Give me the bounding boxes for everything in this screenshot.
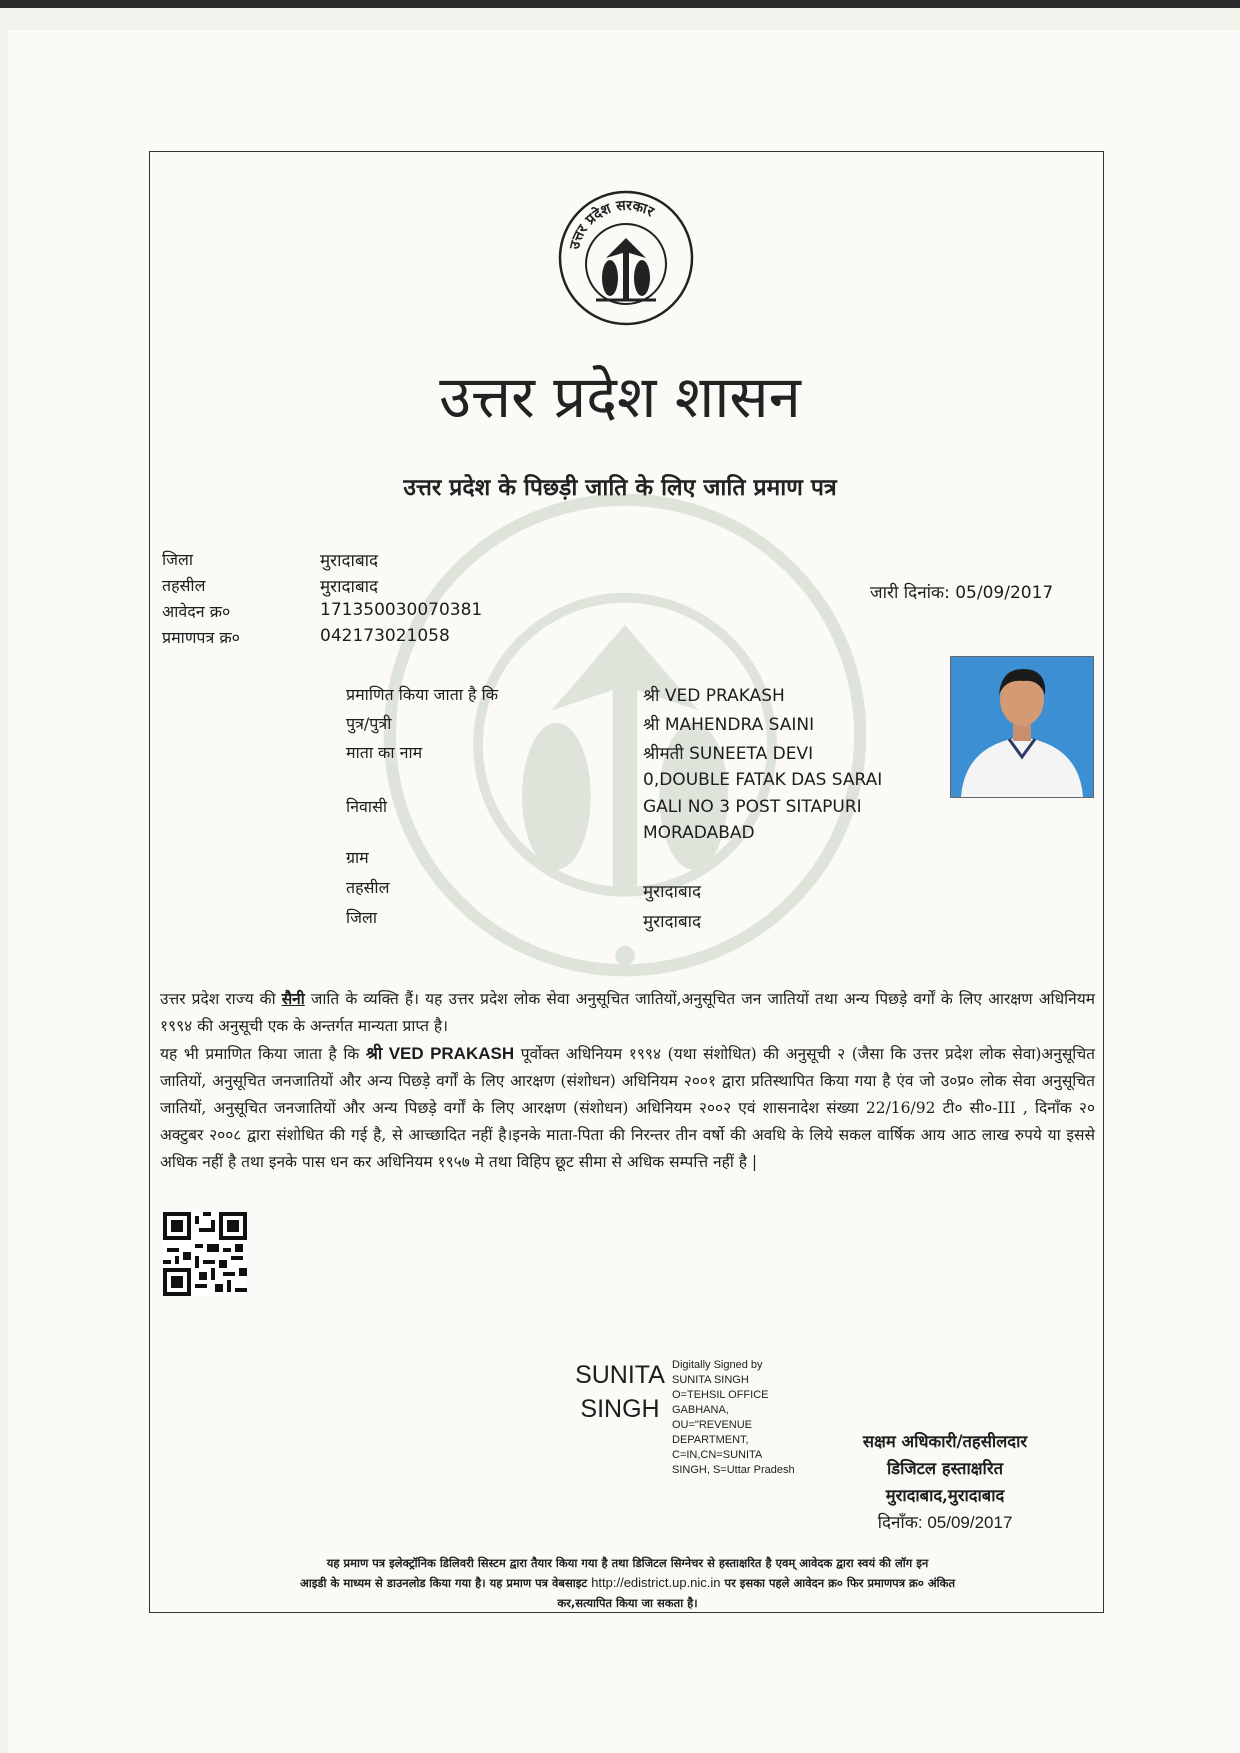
application-number-label: आवेदन क्र० <box>162 602 231 621</box>
sig-detail-line: GABHANA, <box>672 1404 729 1416</box>
certificate-number-label: प्रमाणपत्र क्र० <box>162 628 240 647</box>
holder-name: श्री VED PRAKASH <box>643 686 785 706</box>
certificate-body <box>160 985 1095 1176</box>
signer-first-name: SUNITA <box>575 1361 665 1389</box>
sig-detail-line: SUNITA SINGH <box>672 1374 749 1386</box>
caste-name: सैनी <box>281 989 305 1008</box>
certificate-title: उत्तर प्रदेश के पिछड़ी जाति के लिए जाति प्रमाण पत्र <box>403 474 837 501</box>
tehsil-label: तहसील <box>162 576 206 595</box>
government-title: उत्तर प्रदेश शासन <box>439 363 801 431</box>
signer-last-name: SINGH <box>580 1395 660 1423</box>
sig-detail-line: C=IN,CN=SUNITA <box>672 1449 763 1461</box>
emblem-text: उत्तर प्रदेश सरकार <box>566 197 657 252</box>
body-p1-a: उत्तर प्रदेश राज्य की <box>160 990 282 1008</box>
tehsil-value: मुरादाबाद <box>320 577 379 597</box>
person-tehsil-label: तहसील <box>346 878 390 897</box>
up-government-emblem-icon <box>556 188 696 328</box>
footer-line-3: कर,सत्यापित किया जा सकता है। <box>557 1596 698 1610</box>
watermark-emblem-icon <box>380 490 870 980</box>
officer-date: दिनाँक: 05/09/2017 <box>877 1513 1013 1532</box>
body-holder-name: श्री VED PRAKASH <box>365 1044 515 1063</box>
footer-line-2 <box>160 1573 1095 1593</box>
person-photo-icon <box>951 657 1093 797</box>
digital-signature-name <box>565 1358 675 1426</box>
officer-location: मुरादाबाद,मुरादाबाद <box>885 1486 1005 1505</box>
person-tehsil-value: मुरादाबाद <box>643 882 702 902</box>
issue-date: जारी दिनांक: 05/09/2017 <box>870 583 1054 603</box>
resident-label: निवासी <box>346 797 388 816</box>
district-label: जिला <box>162 550 194 569</box>
footer-line-2a: आइडी के माध्यम से डाउनलोड किया गया है। यह प्रमाण पत्र वेबसाइट <box>299 1576 592 1590</box>
applicant-photo <box>950 656 1094 798</box>
verification-url-link[interactable]: http://edistrict.up.nic.in <box>591 1575 721 1590</box>
address-line-2: GALI NO 3 POST SITAPURI <box>643 797 862 817</box>
footer-line-2b: पर इसका पहले आवेदन क्र० फिर प्रमाणपत्र क्र० अंकित <box>720 1576 956 1590</box>
certified-label: प्रमाणित किया जाता है कि <box>346 685 499 704</box>
sig-detail-line: DEPARTMENT, <box>672 1434 749 1446</box>
person-district-value: मुरादाबाद <box>643 912 702 932</box>
sig-detail-line: SINGH, S=Uttar Pradesh <box>672 1464 795 1476</box>
mother-name: श्रीमती SUNEETA DEVI <box>643 744 814 764</box>
sig-detail-line: OU="REVENUE <box>672 1419 753 1431</box>
certificate-number-value: 042173021058 <box>320 626 450 646</box>
address-line-3: MORADABAD <box>643 823 755 843</box>
district-value: मुरादाबाद <box>320 551 379 571</box>
body-p1-b: जाति के व्यक्ति हैं। यह उत्तर प्रदेश लोक सेवा अनुसूचित जातियों,अनुसूचित जन जातियों तथा अन्य पिछड़े वर्गों के लिए आरक्षण अधिनियम १९९४ की अनुसूची एक के अन्तर्गत मान्यता प्राप्त है। <box>160 990 1095 1035</box>
authorized-officer-block <box>820 1428 1070 1536</box>
body-p2-b: पूर्वोक्त अधिनियम १९९४ (यथा संशोधित) की अनुसूची २ (जैसा कि उत्तर प्रदेश लोक सेवा)अनुसूचित जातियों, अनुसूचित जनजातियों और अन्य पिछड़े वर्गों के लिए आरक्षण (संशोधन) अधिनियम २००१ द्वारा प्रतिस्थापित किया गया है एंव जो उ०प्र० लोक सेवा अनुसूचित जातियों, अनुसूचित जनजातियों और अन्य पिछड़े वर्गों के लिए आरक्षण (संशोधन) अधिनियम २००२ एवं शासनादेश संख्या 22/16/92 टी० सी०-III , दिनाँक २० अक्टुबर २००८ द्वारा संशोधित की गई है, से आच्छादित नहीं है।इनके माता-पिता की निरन्तर तीन वर्षो की अवधि के लिये सकल वार्षिक आय आठ लाख रुपये या इससे अधिक नहीं है तथा इनके पास धन कर अधिनियम १९५७ मे तथा विहिप छूट सीमा से अधिक सम्पत्ति नहीं है | <box>160 1045 1096 1171</box>
footer-line-1: यह प्रमाण पत्र इलेक्ट्रॉनिक डिलिवरी सिस्टम द्वारा तैयार किया गया है तथा डिजिटल सिग्नेचर से हस्ताक्षरित है एवम् आवेदक द्वारा स्वयं की लॉग इन <box>326 1556 929 1570</box>
sig-detail-line: O=TEHSIL OFFICE <box>672 1389 769 1401</box>
child-of-label: पुत्र/पुत्री <box>346 714 392 733</box>
qr-code-icon <box>163 1212 247 1296</box>
svg-text:उत्तर प्रदेश सरकार <box>567 198 658 252</box>
village-label: ग्राम <box>346 848 369 867</box>
verification-footer <box>160 1553 1095 1613</box>
scan-top-edge <box>0 0 1240 8</box>
sig-detail-line: Digitally Signed by <box>672 1359 763 1371</box>
mother-label: माता का नाम <box>346 743 423 762</box>
person-district-label: जिला <box>346 908 378 927</box>
officer-designation: सक्षम अधिकारी/तहसीलदार <box>862 1432 1028 1451</box>
officer-digital-signed: डिजिटल हस्ताक्षरित <box>887 1459 1003 1478</box>
digital-signature-details <box>672 1358 812 1478</box>
father-name: श्री MAHENDRA SAINI <box>643 715 815 735</box>
body-p2-a: यह भी प्रमाणित किया जाता है कि <box>160 1045 366 1063</box>
application-number-value: 171350030070381 <box>320 600 483 620</box>
address-line-1: 0,DOUBLE FATAK DAS SARAI <box>643 770 883 790</box>
